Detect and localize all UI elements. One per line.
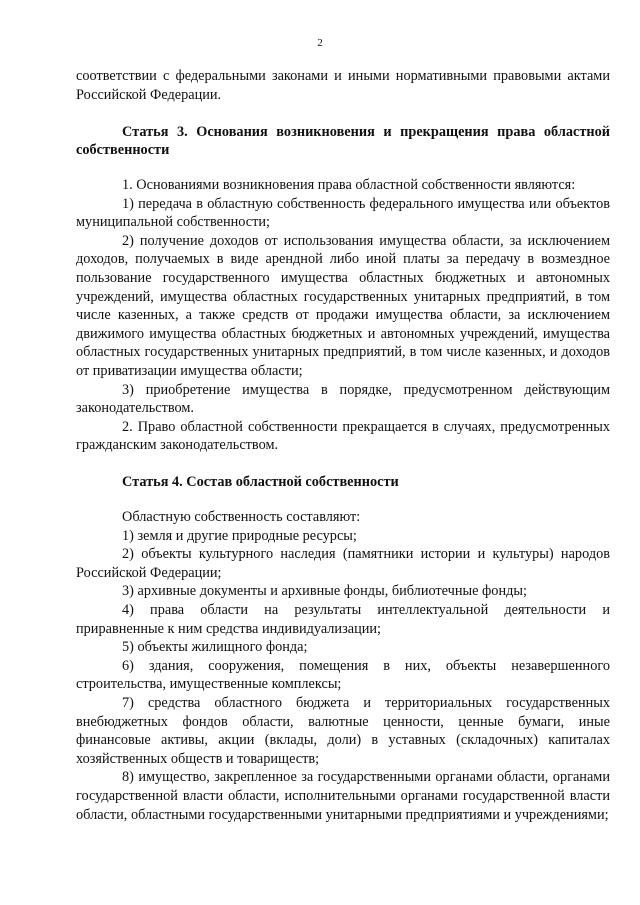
article-3-item-3: 3) приобретение имущества в порядке, предусмотренном действующим законодательством. [76,381,610,417]
paragraph-continuation: соответствии с федеральными законами и иными нормативными правовыми актами Российской Федерации. [76,68,610,103]
article-3-paragraph-2: 2. Право областной собственности прекращается в случаях, предусмотренных гражданским законодательством. [76,418,610,454]
spacer [76,455,610,474]
article-4-heading: Статья 4. Состав областной собственности [122,474,399,491]
article-3-item-2: 2) получение доходов от использования имущества области, за исключением доходов, получаемых в виде арендной либо иной платы за передачу в возмездное пользование государственного имущества областных бюджетных и автономных учреждений, имущества областных государственных унитарных предприятий, в том числе казенных, а также средств от продажи имущества области, за исключением движимого имущества областных бюджетных и автономных учреждений, имущества областных государственных унитарных предприятий, в том числе казенных, и доходов от приватизации имущества области; [76,232,610,379]
article-4-item-6: 6) здания, сооружения, помещения в них, объекты незавершенного строительства, имущественные комплексы; [76,657,610,693]
article-4-item-3: 3) архивные документы и архивные фонды, библиотечные фонды; [122,583,527,600]
page-number: 2 [317,37,323,49]
spacer [76,160,610,176]
article-3-heading: Статья 3. Основания возникновения и прекращения права областной собственности [76,123,610,159]
article-4-item-7: 7) средства областного бюджета и территориальных государственных внебюджетных фондов области, валютные ценности, ценные бумаги, иные финансовые активы, акции (вклады, доли) в уставных (складочных) капиталах хозяйственных обществ и товариществ; [76,695,610,767]
article-4-item-8: 8) имущество, закрепленное за государственными органами области, органами государственной власти области, исполнительными органами государственной власти области, областными государственными унитарными предприятиями и учреждениями; [76,769,610,823]
spacer [76,492,610,508]
spacer [76,104,610,123]
article-4-item-2: 2) объекты культурного наследия (памятники истории и культуры) народов Российской Федерации; [76,546,610,581]
document-body [76,67,610,824]
article-4-item-5: 5) объекты жилищного фонда; [122,639,308,656]
article-4-intro: Областную собственность составляют: [122,509,361,526]
article-4-item-1: 1) земля и другие природные ресурсы; [122,527,357,544]
article-4-item-4: 4) права области на результаты интеллектуальной деятельности и приравненные к ним средства индивидуализации; [76,602,610,637]
article-3-item-1: 1) передача в областную собственность федерального имущества или объектов муниципальной собственности; [76,195,610,231]
article-3-paragraph-1: 1. Основаниями возникновения права областной собственности являются: [122,176,576,193]
